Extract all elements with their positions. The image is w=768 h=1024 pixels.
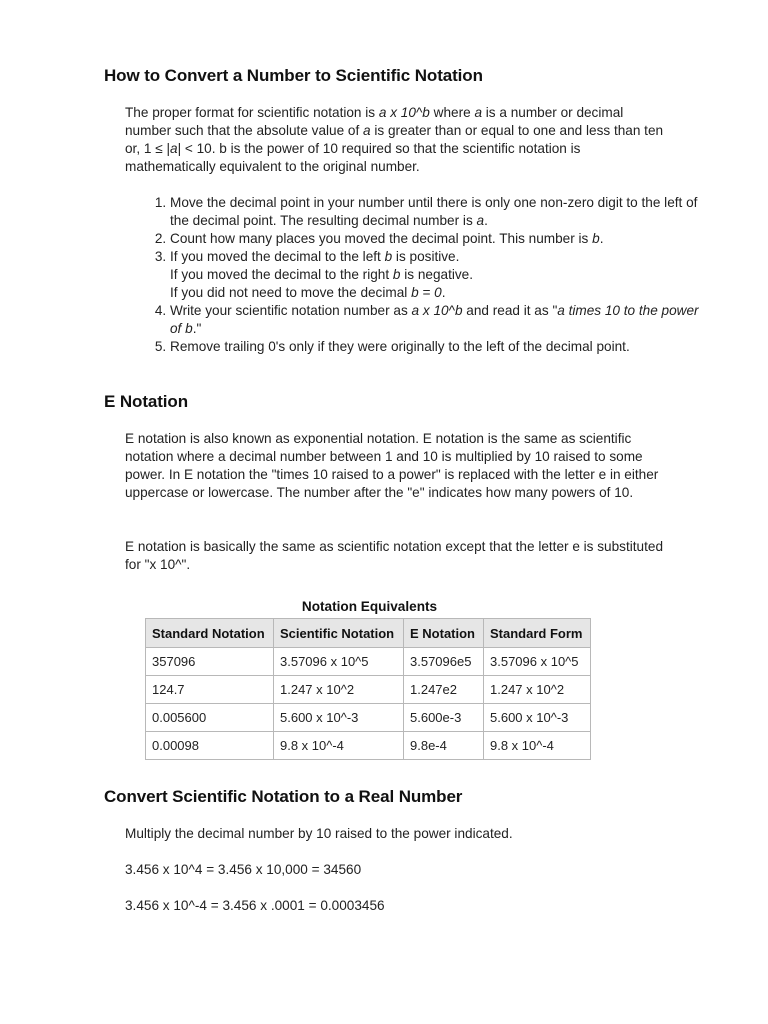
table-cell: 5.600e-3	[404, 704, 484, 732]
table-caption: Notation Equivalents	[301, 599, 438, 614]
table-row	[146, 704, 591, 732]
table-cell: 9.8e-4	[404, 732, 484, 760]
section-title-convert-to-scientific: How to Convert a Number to Scientific Notation	[104, 66, 483, 85]
table-row	[146, 676, 591, 704]
section-title-convert-to-real: Convert Scientific Notation to a Real Number	[104, 787, 463, 806]
section-title-e-notation: E Notation	[104, 392, 188, 411]
table-cell: 1.247e2	[404, 676, 484, 704]
intro-paragraph: The proper format for scientific notation is a x 10^b where a is a number or decimal number such that the absolute value of a is greater than or equal to one and less than ten or, 1 ≤ |a| < 10. b is the power of 10 required so that the scientific notation is mathematically equivalent to the original number.	[125, 105, 664, 174]
table-cell: 0.00098	[146, 732, 274, 760]
step-1: 1. Move the decimal point in your number until there is only one non-zero digit to the left of the decimal point. The resulting decimal number is a.	[170, 194, 700, 230]
table-cell: 3.57096e5	[404, 648, 484, 676]
e-notation-paragraph-2: E notation is basically the same as scientific notation except that the letter e is substituted for "x 10^".	[125, 539, 664, 572]
table-row	[146, 648, 591, 676]
step-5: 5. Remove trailing 0's only if they were originally to the left of the decimal point.	[170, 338, 700, 356]
header-scientific-notation: Scientific Notation	[274, 619, 404, 648]
table-cell: 9.8 x 10^-4	[484, 732, 591, 760]
table-cell: 1.247 x 10^2	[274, 676, 404, 704]
table-cell: 3.57096 x 10^5	[274, 648, 404, 676]
header-standard-form: Standard Form	[484, 619, 591, 648]
e-notation-paragraph-1: E notation is also known as exponential notation. E notation is the same as scientific notation where a decimal number between 1 and 10 is multiplied by 10 raised to some power. In E notation the "times 10 raised to a power" is replaced with the letter e in either uppercase or lowercase. The number after the "e" indicates how many powers of 10.	[125, 431, 659, 500]
table-cell: 357096	[146, 648, 274, 676]
table-cell: 1.247 x 10^2	[484, 676, 591, 704]
step-3: 3. If you moved the decimal to the left b is positive. If you moved the decimal to the right b is negative. If you did not need to move the decimal b = 0.	[170, 248, 700, 302]
table-cell: 9.8 x 10^-4	[274, 732, 404, 760]
table-cell: 124.7	[146, 676, 274, 704]
step-2: 2. Count how many places you moved the decimal point. This number is b.	[170, 230, 700, 248]
table-cell: 3.57096 x 10^5	[484, 648, 591, 676]
step-4: 4. Write your scientific notation number as a x 10^b and read it as "a times 10 to the power of b."	[170, 302, 700, 338]
example-positive-exponent: 3.456 x 10^4 = 3.456 x 10,000 = 34560	[125, 862, 362, 877]
convert-real-instruction: Multiply the decimal number by 10 raised to the power indicated.	[125, 826, 513, 841]
header-standard-notation: Standard Notation	[146, 619, 274, 648]
table-row	[146, 732, 591, 760]
conversion-steps-list	[125, 194, 700, 356]
table-cell: 0.005600	[146, 704, 274, 732]
table-cell: 5.600 x 10^-3	[274, 704, 404, 732]
table-header-row	[146, 619, 591, 648]
header-e-notation: E Notation	[404, 619, 484, 648]
notation-equivalents-table	[145, 618, 591, 760]
table-cell: 5.600 x 10^-3	[484, 704, 591, 732]
example-negative-exponent: 3.456 x 10^-4 = 3.456 x .0001 = 0.0003456	[125, 898, 385, 913]
